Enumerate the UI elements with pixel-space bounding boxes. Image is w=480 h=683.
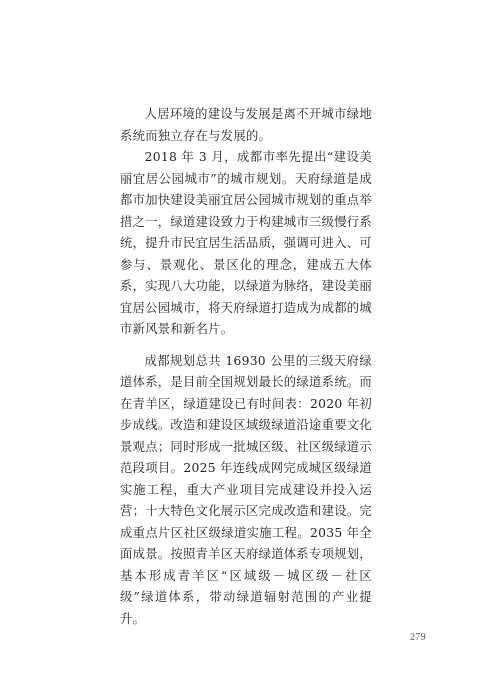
paragraph-3: 成都规划总共 16930 公里的三级天府绿道体系，是目前全国规划最长的绿道系统。而在青羊区，绿道建设已有时间表：2020 年初步成线。改造和建设区域级绿道沿途重要文化景观点；同时形成一批城区级、社区级绿道示范段项目。2025 年连线成网完成城区级绿道实施工程，重大产业项目完成建设并投入运营；十大特色文化展示区完成改造和建设。完成重点片区社区级绿道实施工程。2035 年全面成景。按照青羊区天府绿道体系专项规划，基本形成青羊区“区域级－城区级－社区级”绿道体系，带动绿道辐射范围的产业提升。 xyxy=(120,353,372,626)
body-text xyxy=(120,104,372,630)
paragraph-gap xyxy=(120,341,372,351)
page-number: 279 xyxy=(410,632,426,643)
paragraph-2: 2018 年 3 月，成都市率先提出“建设美丽宜居公园城市”的城市规划。天府绿道是成都市加快建设美丽宜居公园城市规划的重点举措之一，绿道建设致力于构建城市三级慢行系统，提升市民宜居生活品质，强调可进入、可参与、景观化、景区化的理念，建成五大体系，实现八大功能，以绿道为脉络，建设美丽宜居公园城市，将天府绿道打造成为成都的城市新风景和新名片。 xyxy=(120,150,372,336)
paragraph-1: 人居环境的建设与发展是离不开城市绿地系统而独立存在与发展的。 xyxy=(120,107,372,143)
